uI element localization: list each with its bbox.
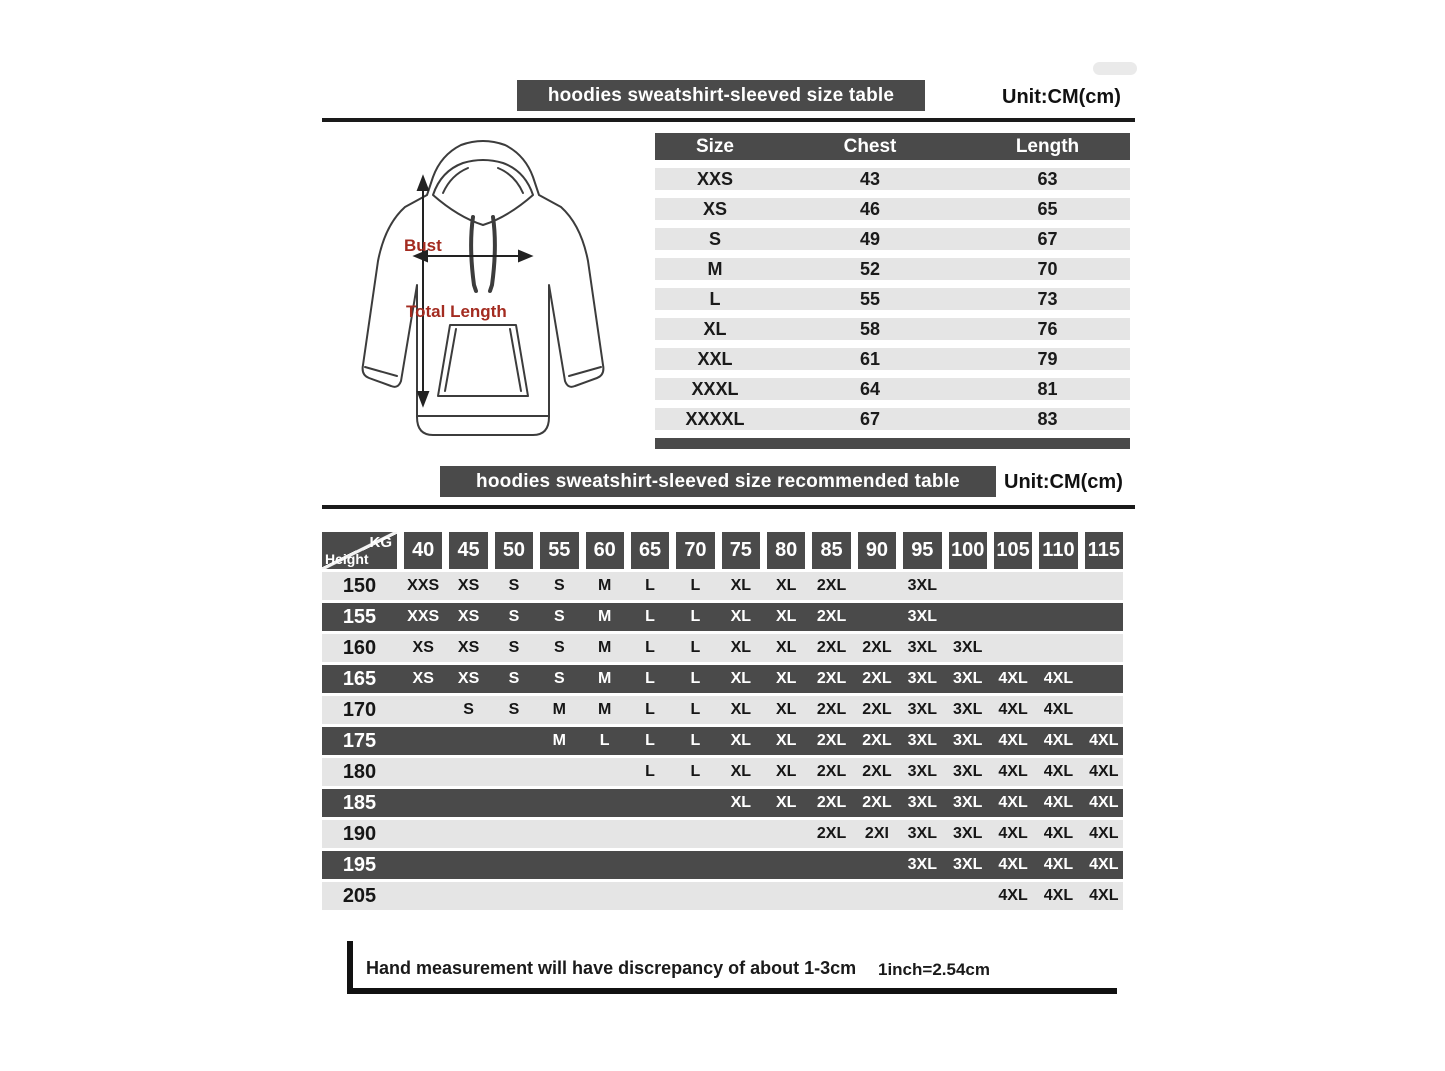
height-row-header: 180 <box>342 760 377 783</box>
recommended-size-cell: XL <box>730 701 752 718</box>
weight-column-header: 50 <box>495 532 533 569</box>
length-cell: 63 <box>1037 168 1058 189</box>
recommended-size-cell: XL <box>730 608 752 625</box>
footer-rule-horizontal <box>347 988 1117 994</box>
weight-column-header: 110 <box>1039 532 1077 569</box>
weight-column-header: 60 <box>586 532 624 569</box>
recommended-size-cell: XL <box>730 639 752 656</box>
footer-rule-vertical <box>347 941 353 994</box>
recommended-size-cell: 4XL <box>1043 887 1074 904</box>
size-cell: XXS <box>696 168 734 189</box>
size-table <box>655 133 1130 449</box>
recommended-size-cell: S <box>508 670 520 687</box>
length-cell: 65 <box>1037 198 1058 219</box>
recommended-size-cell: 2XL <box>816 608 847 625</box>
chest-column-header: Chest <box>843 135 897 157</box>
recommended-size-cell: XL <box>730 794 752 811</box>
height-row-header: 150 <box>342 574 377 597</box>
recommended-size-cell: 4XL <box>1089 763 1119 780</box>
recommended-size-cell: XL <box>730 670 752 687</box>
size-table-row <box>655 258 1130 280</box>
recommended-size-cell: S <box>553 608 565 625</box>
recommended-size-cell: S <box>553 639 565 656</box>
recommended-size-cell: 2XL <box>816 732 847 749</box>
size-table-header <box>655 133 1130 160</box>
recommended-size-cell: 3XL <box>907 856 937 873</box>
recommended-size-cell: 4XL <box>998 887 1028 904</box>
size-column-header: Size <box>695 135 735 157</box>
recommended-size-cell: 2XL <box>862 732 892 749</box>
length-cell: 81 <box>1037 378 1058 399</box>
weight-column-header: 65 <box>631 532 669 569</box>
recommended-size-cell: L <box>645 639 655 656</box>
recommended-size-cell: 4XL <box>1043 856 1074 873</box>
recommended-size-cell: 3XL <box>907 670 937 687</box>
bust-label: Bust <box>404 236 442 255</box>
recommended-size-cell: XL <box>775 794 797 811</box>
recommended-size-cell: M <box>598 701 612 718</box>
size-table-body <box>655 168 1130 430</box>
recommended-table-header-row <box>322 532 1123 569</box>
size-table-row <box>655 318 1130 340</box>
recommended-size-cell: XL <box>775 608 797 625</box>
recommended-size-cell: XL <box>730 763 752 780</box>
recommended-size-cell: 2XL <box>816 670 847 687</box>
height-row-header: 205 <box>342 884 377 907</box>
recommended-size-cell: L <box>645 670 655 687</box>
recommended-table-body <box>322 572 1123 910</box>
recommended-size-cell: XS <box>457 577 480 594</box>
recommended-size-cell: 2XL <box>862 670 892 687</box>
size-cell: XXL <box>697 348 733 369</box>
size-cell: XL <box>703 318 727 339</box>
recommended-size-cell: 3XL <box>953 639 983 656</box>
recommended-size-cell: M <box>598 639 612 656</box>
recommended-size-cell: XXS <box>407 608 440 625</box>
recommended-size-cell: XL <box>775 763 797 780</box>
recommended-size-cell: XS <box>457 670 480 687</box>
length-cell: 83 <box>1037 408 1058 429</box>
recommended-size-cell: 2XL <box>816 825 847 842</box>
weight-column-header: 95 <box>903 532 941 569</box>
recommended-size-cell: M <box>598 608 612 625</box>
size-table-row <box>655 168 1130 190</box>
arrowhead-top <box>418 177 428 190</box>
chest-cell: 43 <box>859 168 881 189</box>
chest-cell: 46 <box>859 198 881 219</box>
recommended-size-cell: 4XL <box>1043 794 1074 811</box>
weight-column-header: 80 <box>767 532 805 569</box>
kg-corner-label: KG <box>369 534 392 551</box>
recommended-table-row <box>322 665 1123 693</box>
recommended-size-cell: 4XL <box>998 732 1028 749</box>
weight-column-header: 75 <box>722 532 760 569</box>
recommended-size-cell: 3XL <box>953 794 983 811</box>
recommended-size-cell: 3XL <box>953 763 983 780</box>
recommended-size-cell: M <box>552 701 566 718</box>
recommended-size-cell: S <box>508 639 520 656</box>
size-table-bottom-bar <box>655 438 1130 449</box>
recommended-size-cell: S <box>508 608 520 625</box>
recommended-size-cell: XL <box>775 670 797 687</box>
recommended-size-cell: S <box>508 701 520 718</box>
recommended-size-cell: L <box>690 701 701 718</box>
recommended-size-cell: 2XL <box>816 794 847 811</box>
recommended-size-cell: XL <box>775 701 797 718</box>
middle-divider <box>322 505 1135 509</box>
recommended-size-cell: 3XL <box>907 794 937 811</box>
size-cell: XS <box>702 198 727 219</box>
recommended-size-cell: 4XL <box>1089 825 1119 842</box>
recommended-size-cell: 4XL <box>1043 732 1074 749</box>
recommended-size-cell: 2XL <box>862 794 892 811</box>
recommended-size-cell: 2XL <box>816 763 847 780</box>
recommended-size-cell: 3XL <box>953 856 983 873</box>
recommended-size-cell: XL <box>775 577 797 594</box>
kg-height-corner-cell <box>322 532 397 569</box>
weight-column-header: 115 <box>1085 532 1123 569</box>
height-row-header: 190 <box>342 822 377 845</box>
chest-cell: 64 <box>859 378 881 399</box>
recommended-size-cell: L <box>690 763 701 780</box>
height-row-header: 185 <box>342 791 377 814</box>
recommended-table-title-bar: hoodies sweatshirt-sleeved size recommended table <box>440 466 996 497</box>
recommended-table-row <box>322 882 1123 910</box>
recommended-size-cell: 3XL <box>953 732 983 749</box>
length-cell: 70 <box>1037 258 1058 279</box>
top-divider <box>322 118 1135 122</box>
recommended-table-row <box>322 603 1123 631</box>
length-cell: 79 <box>1037 348 1058 369</box>
chest-cell: 52 <box>859 258 881 279</box>
recommended-size-cell: 2XL <box>816 577 847 594</box>
size-table-unit-label: Unit:CM(cm) <box>1002 86 1121 108</box>
recommended-table-row <box>322 851 1123 879</box>
weight-column-header: 40 <box>404 532 442 569</box>
recommended-size-cell: 2XL <box>862 701 892 718</box>
size-cell: M <box>707 258 723 279</box>
recommended-size-cell: 4XL <box>998 856 1028 873</box>
recommended-size-cell: 4XL <box>1043 825 1074 842</box>
recommended-size-cell: L <box>645 732 655 749</box>
total-length-label: Total Length <box>406 302 507 321</box>
recommended-table-row <box>322 634 1123 662</box>
size-table-title-bar: hoodies sweatshirt-sleeved size table <box>517 80 925 111</box>
length-column-header: Length <box>1015 135 1080 157</box>
recommended-size-cell: M <box>598 577 612 594</box>
recommended-size-cell: 3XL <box>907 639 937 656</box>
recommended-size-cell: S <box>553 577 565 594</box>
height-row-header: 155 <box>342 605 377 628</box>
height-row-header: 160 <box>342 636 377 659</box>
size-table-row <box>655 378 1130 400</box>
kangaroo-pocket <box>438 325 528 396</box>
weight-column-header: 100 <box>949 532 987 569</box>
recommended-size-cell: 3XL <box>907 577 937 594</box>
recommended-size-cell: XXS <box>407 577 440 594</box>
recommended-table-row <box>322 696 1123 724</box>
recommended-size-cell: S <box>508 577 520 594</box>
size-table-row <box>655 228 1130 250</box>
weight-column-header: 55 <box>540 532 578 569</box>
chest-cell: 55 <box>859 288 881 309</box>
size-cell: XXXXL <box>685 408 745 429</box>
recommended-size-cell: L <box>645 608 655 625</box>
weight-column-header: 90 <box>858 532 896 569</box>
recommended-table-row <box>322 758 1123 786</box>
recommended-table-row <box>322 727 1123 755</box>
recommended-size-cell: 4XL <box>998 763 1028 780</box>
weight-column-header: 45 <box>449 532 487 569</box>
recommended-size-cell: XL <box>775 732 797 749</box>
height-row-header: 170 <box>342 698 377 721</box>
weight-column-header: 85 <box>812 532 850 569</box>
recommended-size-cell: 4XL <box>998 670 1028 687</box>
recommended-size-cell: XS <box>412 639 434 656</box>
recommended-size-cell: 4XL <box>1043 763 1074 780</box>
weight-column-header: 105 <box>994 532 1032 569</box>
recommended-size-cell: S <box>463 701 474 718</box>
chest-cell: 67 <box>859 408 881 429</box>
size-cell: L <box>709 288 721 309</box>
recommended-size-cell: 4XL <box>1043 701 1074 718</box>
recommended-size-cell: 2XL <box>862 639 892 656</box>
recommended-size-cell: L <box>599 732 610 749</box>
chest-cell: 58 <box>859 318 881 339</box>
size-table-row <box>655 198 1130 220</box>
chest-cell: 61 <box>859 348 881 369</box>
recommended-size-cell: XL <box>775 639 797 656</box>
recommended-size-cell: 3XL <box>907 701 937 718</box>
height-row-header: 175 <box>342 729 377 752</box>
recommended-size-cell: 4XL <box>1089 887 1119 904</box>
recommended-size-cell: 4XL <box>998 794 1028 811</box>
size-cell: S <box>708 228 721 249</box>
recommended-size-cell: L <box>690 608 701 625</box>
recommended-size-cell: 4XL <box>1043 670 1074 687</box>
recommended-size-cell: 2XI <box>864 825 889 842</box>
recommended-size-cell: 3XL <box>907 732 937 749</box>
recommended-size-cell: L <box>690 577 701 594</box>
weight-column-header: 70 <box>676 532 714 569</box>
recommended-size-cell: 3XL <box>953 825 983 842</box>
recommended-size-cell: 4XL <box>1089 732 1119 749</box>
height-row-header: 195 <box>342 853 377 876</box>
recommended-size-cell: 2XL <box>816 701 847 718</box>
length-cell: 76 <box>1037 318 1058 339</box>
scan-artifact <box>1093 62 1137 75</box>
recommended-size-cell: L <box>645 701 655 718</box>
size-table-row <box>655 288 1130 310</box>
recommended-size-cell: 4XL <box>998 825 1028 842</box>
recommended-size-cell: XS <box>457 639 480 656</box>
recommended-size-table <box>322 532 1123 910</box>
recommended-size-cell: 3XL <box>907 763 937 780</box>
size-table-row <box>655 348 1130 370</box>
height-corner-label: Height <box>325 551 369 567</box>
recommended-size-cell: XS <box>457 608 480 625</box>
height-row-header: 165 <box>342 667 377 690</box>
length-cell: 73 <box>1037 288 1058 309</box>
recommended-size-cell: 4XL <box>998 701 1028 718</box>
recommended-size-cell: M <box>552 732 566 749</box>
hoodie-measurement-diagram <box>323 133 643 458</box>
inch-conversion-note: 1inch=2.54cm <box>878 960 990 979</box>
recommended-table-row <box>322 820 1123 848</box>
size-table-row <box>655 408 1130 430</box>
recommended-size-cell: L <box>645 577 655 594</box>
recommended-size-cell: 3XL <box>953 670 983 687</box>
recommended-size-cell: XS <box>412 670 434 687</box>
recommended-size-cell: L <box>645 763 655 780</box>
recommended-size-cell: M <box>598 670 612 687</box>
recommended-size-cell: S <box>553 670 565 687</box>
recommended-size-cell: 3XL <box>953 701 983 718</box>
recommended-size-cell: 4XL <box>1089 794 1119 811</box>
recommended-size-cell: 3XL <box>907 608 937 625</box>
recommended-size-cell: XL <box>730 577 752 594</box>
recommended-size-cell: XL <box>730 732 752 749</box>
recommended-table-unit-label: Unit:CM(cm) <box>1004 471 1123 493</box>
recommended-size-cell: L <box>690 639 701 656</box>
recommended-size-cell: 4XL <box>1089 856 1119 873</box>
length-cell: 67 <box>1037 228 1058 249</box>
recommended-size-cell: L <box>690 670 701 687</box>
recommended-size-cell: 2XL <box>816 639 847 656</box>
recommended-table-row <box>322 789 1123 817</box>
measurement-discrepancy-note: Hand measurement will have discrepancy of about 1-3cm <box>366 958 857 978</box>
recommended-size-cell: 2XL <box>862 763 892 780</box>
recommended-size-cell: L <box>690 732 701 749</box>
recommended-table-row <box>322 572 1123 600</box>
chest-cell: 49 <box>859 228 881 249</box>
recommended-size-cell: 3XL <box>907 825 937 842</box>
size-cell: XXXL <box>691 378 739 399</box>
